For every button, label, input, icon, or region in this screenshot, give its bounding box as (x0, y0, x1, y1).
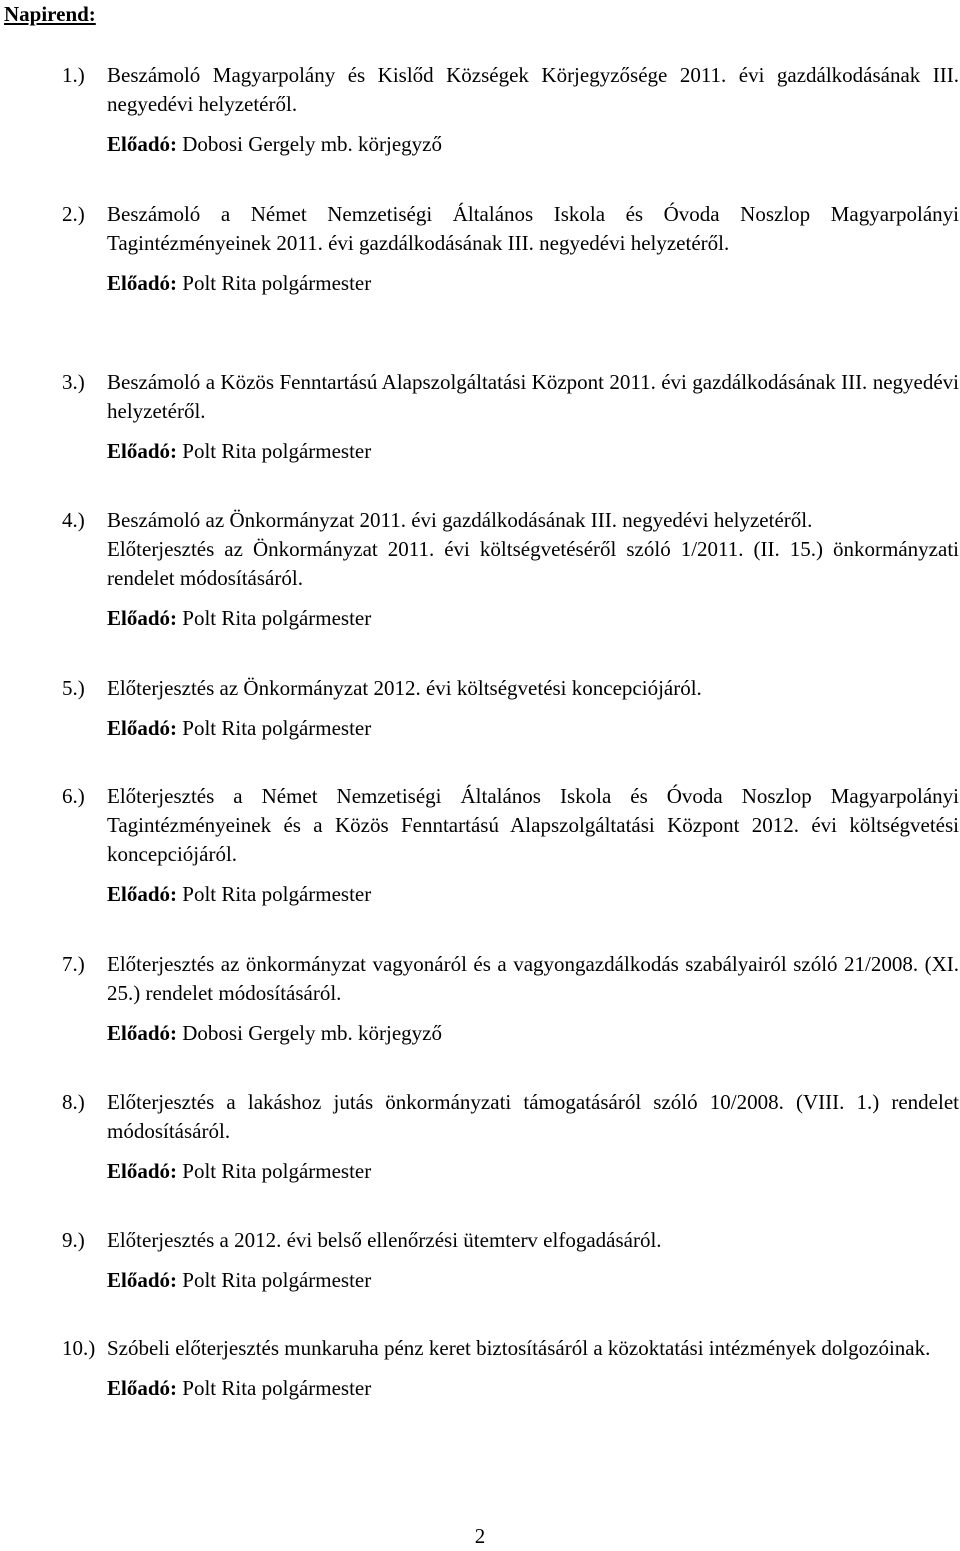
item-presenter (107, 1157, 959, 1186)
presenter-name: Polt Rita polgármester (182, 716, 372, 740)
presenter-label: Előadó: (107, 132, 178, 156)
item-text: Előterjesztés az Önkormányzat 2012. évi költségvetési koncepciójáról. (107, 676, 702, 700)
item-number: 9.) (62, 1228, 85, 1252)
presenter-name: Dobosi Gergely mb. körjegyző (182, 132, 442, 156)
item-text: Előterjesztés a 2012. évi belső ellenőrzési ütemterv elfogadásáról. (107, 1228, 662, 1252)
agenda-item-1 (62, 61, 959, 159)
agenda-item-3 (62, 368, 959, 466)
item-presenter (107, 130, 959, 159)
presenter-name: Polt Rita polgármester (182, 1268, 372, 1292)
page-number: 2 (474, 1524, 486, 1548)
item-presenter (107, 880, 959, 909)
presenter-label: Előadó: (107, 439, 178, 463)
agenda-item-4 (62, 506, 959, 633)
presenter-name: Dobosi Gergely mb. körjegyző (182, 1021, 442, 1045)
item-presenter (107, 269, 959, 298)
presenter-name: Polt Rita polgármester (182, 271, 372, 295)
item-number: 7.) (62, 952, 85, 976)
item-presenter (107, 1019, 959, 1048)
presenter-label: Előadó: (107, 271, 178, 295)
item-number: 2.) (62, 202, 85, 226)
agenda-item-6 (62, 782, 959, 909)
item-text: Beszámoló Magyarpolány és Kislőd Községek Körjegyzősége 2011. évi gazdálkodásának III. negyedévi helyzetéről. (107, 63, 959, 116)
item-presenter (107, 1374, 959, 1403)
item-number: 3.) (62, 370, 85, 394)
item-text: Beszámoló az Önkormányzat 2011. évi gazdálkodásának III. negyedévi helyzetéről. (107, 508, 813, 532)
item-presenter (107, 1266, 959, 1295)
presenter-name: Polt Rita polgármester (182, 882, 372, 906)
presenter-label: Előadó: (107, 1376, 178, 1400)
item-text: Szóbeli előterjesztés munkaruha pénz keret biztosításáról a közoktatási intézmények dolgozóinak. (107, 1336, 931, 1360)
item-number: 8.) (62, 1090, 85, 1114)
agenda-item-7 (62, 950, 959, 1048)
item-number: 1.) (62, 63, 85, 87)
item-text: Beszámoló a Közös Fenntartású Alapszolgáltatási Központ 2011. évi gazdálkodásának III. negyedévi helyzetéről. (107, 370, 959, 423)
item-presenter (107, 714, 959, 743)
item-text: Beszámoló a Német Nemzetiségi Általános Iskola és Óvoda Noszlop Magyarpolányi Tagintézményeinek 2011. évi gazdálkodásának III. negyedévi helyzetéről. (107, 202, 959, 255)
agenda-item-8 (62, 1088, 959, 1186)
agenda-item-10 (62, 1334, 959, 1403)
item-number: 6.) (62, 784, 85, 808)
item-number: 10.) (62, 1336, 96, 1360)
agenda-item-5 (62, 674, 959, 743)
presenter-name: Polt Rita polgármester (182, 1376, 372, 1400)
agenda-heading: Napirend: (4, 2, 96, 26)
item-text: Előterjesztés a lakáshoz jutás önkormányzati támogatásáról szóló 10/2008. (VIII. 1.) rendelet módosításáról. (107, 1090, 959, 1143)
presenter-name: Polt Rita polgármester (182, 1159, 372, 1183)
item-presenter (107, 437, 959, 466)
presenter-label: Előadó: (107, 882, 178, 906)
item-text: Előterjesztés a Német Nemzetiségi Általános Iskola és Óvoda Noszlop Magyarpolányi Tagintézményeinek és a Közös Fenntartású Alapszolgáltatási Központ 2012. évi költségvetési koncepciójáról. (107, 784, 959, 866)
presenter-label: Előadó: (107, 716, 178, 740)
presenter-label: Előadó: (107, 1268, 178, 1292)
item-text-secondary: Előterjesztés az Önkormányzat 2011. évi költségvetéséről szóló 1/2011. (II. 15.) önkormányzati rendelet módosításáról. (107, 537, 959, 590)
agenda-item-2 (62, 200, 959, 298)
item-text: Előterjesztés az önkormányzat vagyonáról és a vagyongazdálkodás szabályairól szóló 21/2008. (XI. 25.) rendelet módosításáról. (107, 952, 959, 1005)
item-presenter (107, 604, 959, 633)
item-number: 5.) (62, 676, 85, 700)
presenter-label: Előadó: (107, 606, 178, 630)
presenter-name: Polt Rita polgármester (182, 439, 372, 463)
presenter-label: Előadó: (107, 1021, 178, 1045)
presenter-name: Polt Rita polgármester (182, 606, 372, 630)
agenda-item-9 (62, 1226, 959, 1295)
presenter-label: Előadó: (107, 1159, 178, 1183)
item-number: 4.) (62, 508, 85, 532)
